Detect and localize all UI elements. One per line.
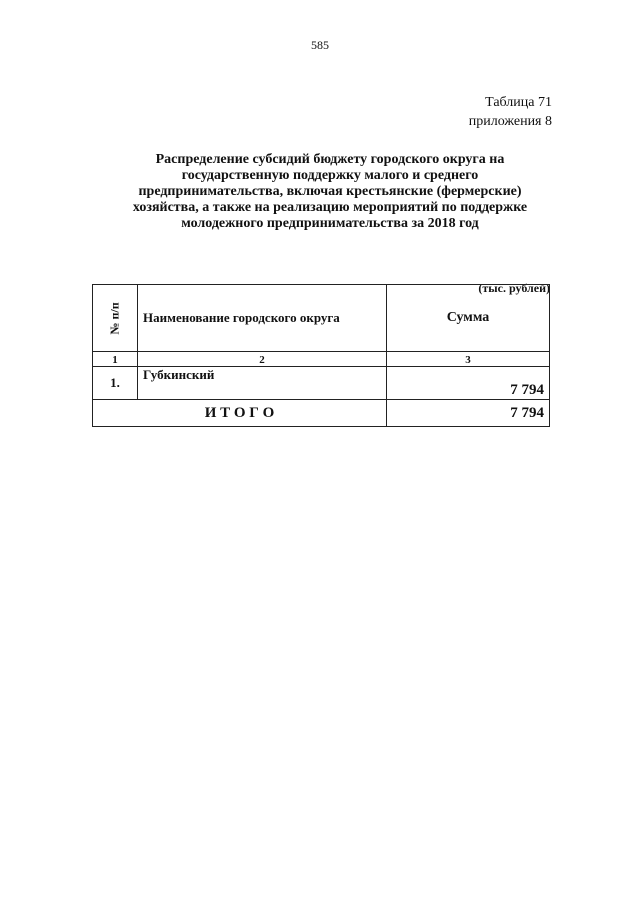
column-index-cell: 1 [93, 352, 138, 367]
page-number: 585 [311, 38, 329, 52]
title-line: государственную поддержку малого и среднего [181, 168, 479, 183]
row-num-cell: 1. [93, 367, 138, 400]
total-sum-cell: 7 794 [387, 400, 550, 427]
column-index-cell: 3 [387, 352, 550, 367]
units-label: (тыс. рублей) [478, 281, 550, 295]
title-line: молодежного предпринимательства за 2018 год [181, 216, 479, 231]
total-row [93, 400, 550, 427]
header-num-label: № п/п [107, 302, 122, 335]
table-header-row [93, 285, 550, 352]
row-sum-cell: 7 794 [387, 367, 550, 400]
table-row [93, 367, 550, 400]
header-name-cell: Наименование городского округа [138, 285, 387, 352]
column-index-cell: 2 [138, 352, 387, 367]
row-name-cell: Губкинский [138, 367, 387, 400]
title-line: хозяйства, а также на реализацию мероприятий по поддержке [132, 200, 528, 215]
total-label-cell: И Т О Г О [93, 400, 387, 427]
subsidy-table [92, 284, 550, 427]
header-num-cell [93, 285, 138, 352]
column-index-row [93, 352, 550, 367]
table-ref-line-1: Таблица 71 [485, 95, 552, 110]
header-sum-cell: Сумма [387, 285, 550, 352]
title-line: Распределение субсидий бюджету городского округа на [155, 152, 505, 167]
document-title [100, 152, 560, 232]
table-reference [469, 93, 552, 131]
title-line: предпринимательства, включая крестьянские (фермерские) [138, 184, 522, 199]
table-ref-line-2: приложения 8 [468, 114, 552, 129]
